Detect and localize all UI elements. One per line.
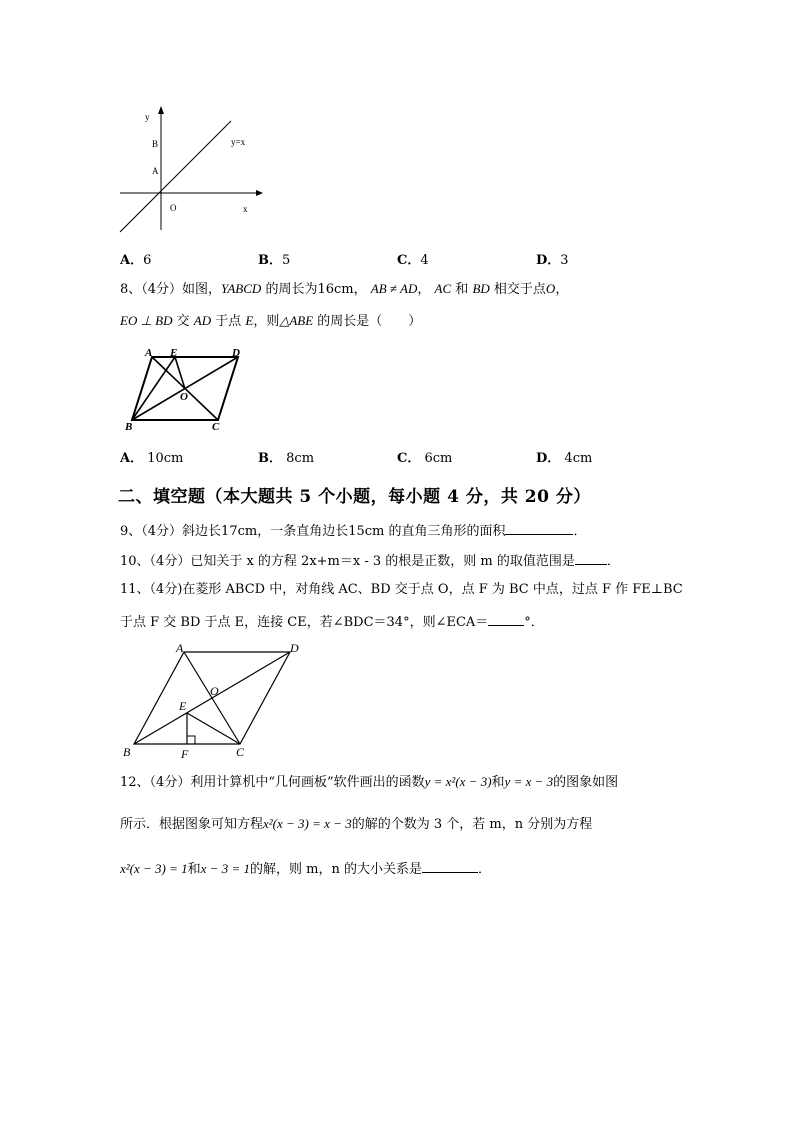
label-A: A bbox=[152, 166, 159, 176]
q11-line1 bbox=[120, 581, 683, 599]
q8-line1 bbox=[120, 280, 568, 299]
q8-text: ，则 bbox=[253, 314, 280, 329]
q8-math: AB ≠ AD bbox=[370, 281, 418, 296]
q8-text: ， bbox=[353, 282, 367, 297]
q12-line3 bbox=[120, 859, 491, 879]
q11-figure bbox=[118, 638, 318, 762]
q8-math: EO ⊥ BD bbox=[120, 313, 173, 328]
answer-blank[interactable] bbox=[488, 612, 524, 626]
q8-math: O bbox=[545, 281, 556, 296]
q8-text: 于点 bbox=[211, 314, 246, 329]
right-angle-mark bbox=[187, 736, 195, 744]
q12-text: 的解的个数为 3 个，若 m，n 分别为方程 bbox=[351, 817, 593, 832]
label-O: O bbox=[170, 203, 177, 213]
option-value: 4 bbox=[420, 253, 429, 268]
q11-end: °． bbox=[524, 615, 544, 630]
label-C: C bbox=[212, 421, 220, 433]
diagonal-bd bbox=[134, 652, 290, 744]
option-value: 4cm bbox=[564, 451, 593, 466]
q8-text: ， bbox=[417, 282, 431, 297]
q12-line2 bbox=[120, 815, 592, 834]
label-F: F bbox=[181, 747, 189, 761]
q12-formula: x²(x − 3) = x − 3 bbox=[263, 816, 352, 831]
option-label: A． bbox=[120, 253, 144, 268]
q11-text: 于点 F 交 BD 于点 E，连接 CE，若∠BDC＝34°，则∠ECA＝ bbox=[120, 615, 489, 630]
label-O: O bbox=[180, 391, 188, 403]
label-D: D bbox=[232, 347, 240, 359]
label-D: D bbox=[290, 641, 299, 655]
option-label: A． bbox=[120, 451, 144, 466]
q12-line1 bbox=[120, 773, 618, 792]
q7-option-b bbox=[258, 249, 290, 268]
q8-math: AC bbox=[434, 281, 452, 296]
option-value: 5 bbox=[282, 253, 291, 268]
q9-text: 9、（4分）斜边长17cm，一条直角边长15cm 的直角三角形的面积 bbox=[120, 524, 506, 539]
answer-blank[interactable] bbox=[422, 859, 478, 873]
q8-line2 bbox=[120, 312, 421, 331]
label-E: E bbox=[170, 347, 178, 359]
q9-end: ． bbox=[573, 524, 587, 539]
label-A: A bbox=[176, 641, 184, 655]
option-value: 10cm bbox=[147, 451, 184, 466]
option-value: 3 bbox=[560, 253, 569, 268]
label-B: B bbox=[123, 745, 131, 759]
option-value: 6 bbox=[143, 253, 152, 268]
q12-text: 所示．根据图象可知方程 bbox=[120, 817, 264, 832]
option-label: B． bbox=[258, 451, 282, 466]
q8-math: E bbox=[245, 313, 254, 328]
q7-option-d bbox=[536, 249, 569, 268]
q10 bbox=[120, 551, 620, 571]
q7-option-a bbox=[120, 249, 151, 268]
option-label: C． bbox=[397, 253, 421, 268]
label-C: C bbox=[236, 745, 245, 759]
q8-text: 8、（4分）如图， bbox=[120, 282, 222, 297]
q11-line2 bbox=[120, 612, 544, 632]
q11-text: 11、（4分)在菱形 ABCD 中，对角线 AC、BD 交于点 O，点 F 为 BC 中点，过点 F 作 FE⊥BC bbox=[120, 582, 683, 597]
q8-option-d bbox=[536, 447, 592, 466]
label-y: y bbox=[145, 112, 150, 122]
label-A: A bbox=[145, 347, 153, 359]
q8-text: 的周长为 bbox=[261, 282, 318, 297]
label-B: B bbox=[125, 421, 133, 433]
q8-text: 的周长是（ ） bbox=[313, 314, 422, 329]
label-O: O bbox=[210, 684, 219, 698]
answer-blank[interactable] bbox=[575, 551, 607, 565]
q8-text: 和 bbox=[451, 282, 473, 297]
q12-text: 和 bbox=[187, 862, 201, 877]
q8-figure bbox=[120, 345, 260, 433]
q7-option-c bbox=[397, 249, 429, 268]
answer-blank[interactable] bbox=[505, 521, 573, 535]
q12-formula: x − 3 = 1 bbox=[200, 861, 250, 876]
option-label: D． bbox=[536, 451, 561, 466]
q8-math: 16cm bbox=[317, 282, 354, 297]
q8-option-a bbox=[120, 447, 183, 466]
label-E: E bbox=[179, 699, 187, 713]
q8-option-b bbox=[258, 447, 314, 466]
q8-text: ， bbox=[555, 282, 569, 297]
q10-text: 10、（4分）已知关于 x 的方程 2x+m＝x - 3 的根是正数，则 m 的取值范围是 bbox=[120, 554, 575, 569]
x-axis-arrow bbox=[256, 190, 263, 196]
line-y-equals-x bbox=[120, 121, 231, 232]
q8-text: 相交于点 bbox=[489, 282, 546, 297]
q12-text: 和 bbox=[491, 775, 505, 790]
q8-option-c bbox=[397, 447, 452, 466]
label-line: y=x bbox=[231, 137, 246, 147]
q8-math: AD bbox=[193, 313, 212, 328]
option-label: B． bbox=[258, 253, 282, 268]
q8-math: BD bbox=[472, 281, 490, 296]
q12-end: ． bbox=[477, 862, 491, 877]
q12-text: 的图象如图 bbox=[553, 775, 619, 790]
q8-math: △ABE bbox=[279, 313, 314, 328]
label-B: B bbox=[152, 139, 159, 149]
section-title: 二、填空题（本大题共 5 个小题，每小题 4 分，共 20 分） bbox=[118, 487, 591, 507]
q12-formula: y = x − 3 bbox=[504, 774, 554, 789]
label-x: x bbox=[243, 204, 248, 214]
y-axis-arrow bbox=[158, 106, 164, 114]
q10-end: ． bbox=[606, 554, 620, 569]
q12-text: 12、（4分）利用计算机中“几何画板”软件画出的函数 bbox=[120, 775, 425, 790]
option-value: 6cm bbox=[424, 451, 453, 466]
q12-formula: y = x²(x − 3) bbox=[424, 774, 492, 789]
segment-be bbox=[132, 357, 175, 420]
q8-text: 交 bbox=[172, 314, 194, 329]
option-label: D． bbox=[536, 253, 561, 268]
q7-figure bbox=[110, 100, 270, 240]
q9 bbox=[120, 521, 587, 541]
option-value: 8cm bbox=[286, 451, 315, 466]
q12-formula: x²(x − 3) = 1 bbox=[120, 861, 188, 876]
option-label: C． bbox=[397, 451, 421, 466]
q12-text: 的解，则 m，n 的大小关系是 bbox=[249, 862, 422, 877]
q8-math: YABCD bbox=[221, 281, 262, 296]
